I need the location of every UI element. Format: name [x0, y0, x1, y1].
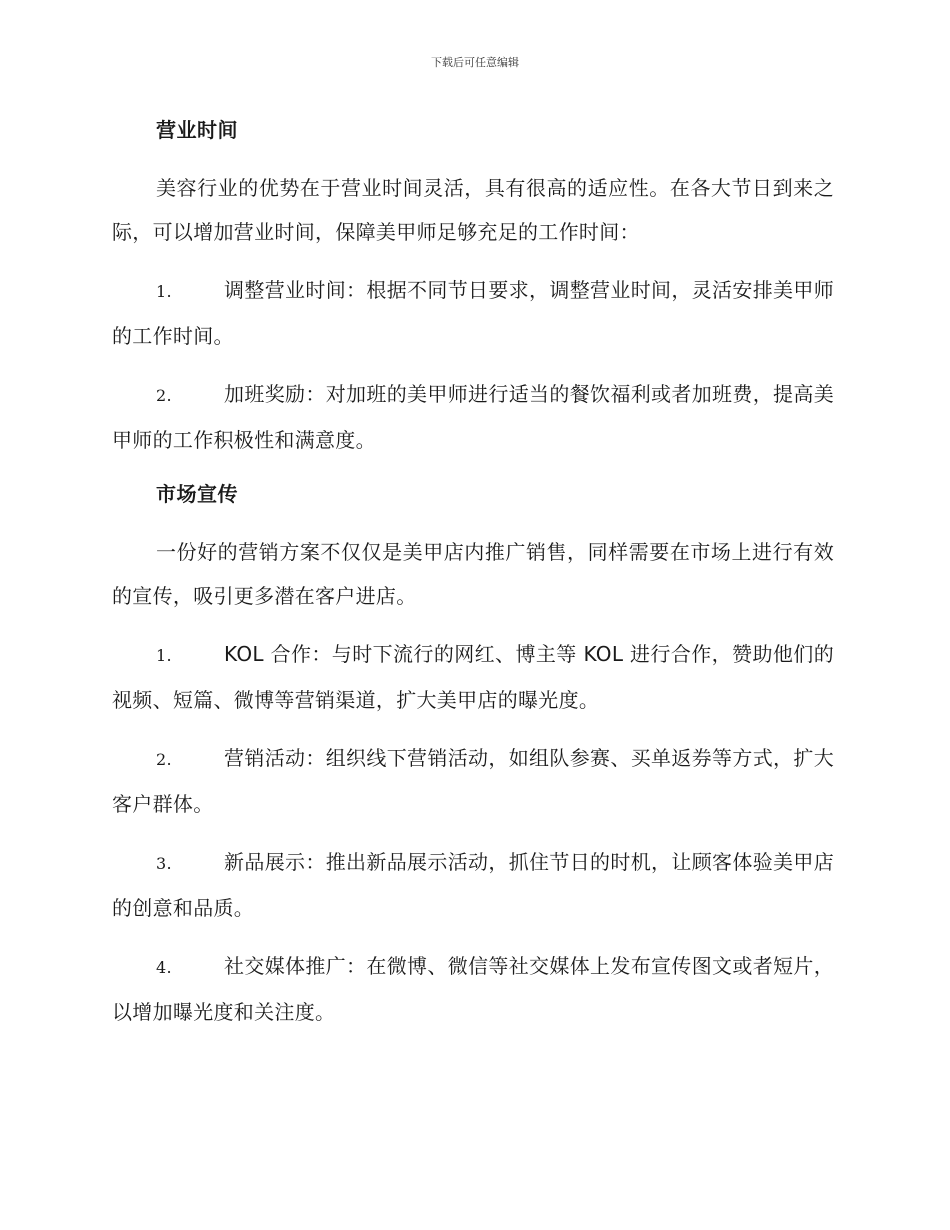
- list-text: 社交媒体推广：在微博、微信等社交媒体上发布宣传图文或者短片，以增加曝光度和关注度。: [112, 954, 834, 1024]
- list-text: KOL 合作：与时下流行的网红、博主等 KOL 进行合作，赞助他们的视频、短篇、微博等营销渠道，扩大美甲店的曝光度。: [112, 642, 834, 712]
- page-header: 下载后可任意编辑: [431, 56, 519, 69]
- list-item: [112, 840, 834, 930]
- list-number: 1.: [156, 646, 172, 665]
- list-number: 3.: [156, 854, 172, 873]
- list-number: 2.: [156, 386, 172, 405]
- list-number: 1.: [156, 282, 172, 301]
- section-business-hours: [112, 112, 834, 462]
- list-text: 加班奖励：对加班的美甲师进行适当的餐饮福利或者加班费，提高美甲师的工作积极性和满意度。: [112, 382, 834, 452]
- document-body: [112, 112, 834, 1048]
- list-number: 2.: [156, 750, 172, 769]
- section-heading: 营业时间: [156, 118, 238, 142]
- section-intro: 美容行业的优势在于营业时间灵活，具有很高的适应性。在各大节日到来之际，可以增加营业时间，保障美甲师足够充足的工作时间：: [112, 176, 834, 244]
- list-item: [112, 632, 834, 722]
- list-item: [112, 736, 834, 826]
- list-number: 4.: [156, 958, 172, 977]
- list-item: [112, 944, 834, 1034]
- section-intro: 一份好的营销方案不仅仅是美甲店内推广销售，同样需要在市场上进行有效的宣传，吸引更多潜在客户进店。: [112, 540, 834, 608]
- list-text: 营销活动：组织线下营销活动，如组队参赛、买单返券等方式，扩大客户群体。: [112, 746, 834, 816]
- list-item: [112, 268, 834, 358]
- list-text: 新品展示：推出新品展示活动，抓住节日的时机，让顾客体验美甲店的创意和品质。: [112, 850, 834, 920]
- list-item: [112, 372, 834, 462]
- list-text: 调整营业时间：根据不同节日要求，调整营业时间，灵活安排美甲师的工作时间。: [112, 278, 834, 348]
- section-heading: 市场宣传: [156, 482, 238, 506]
- section-marketing: [112, 476, 834, 1034]
